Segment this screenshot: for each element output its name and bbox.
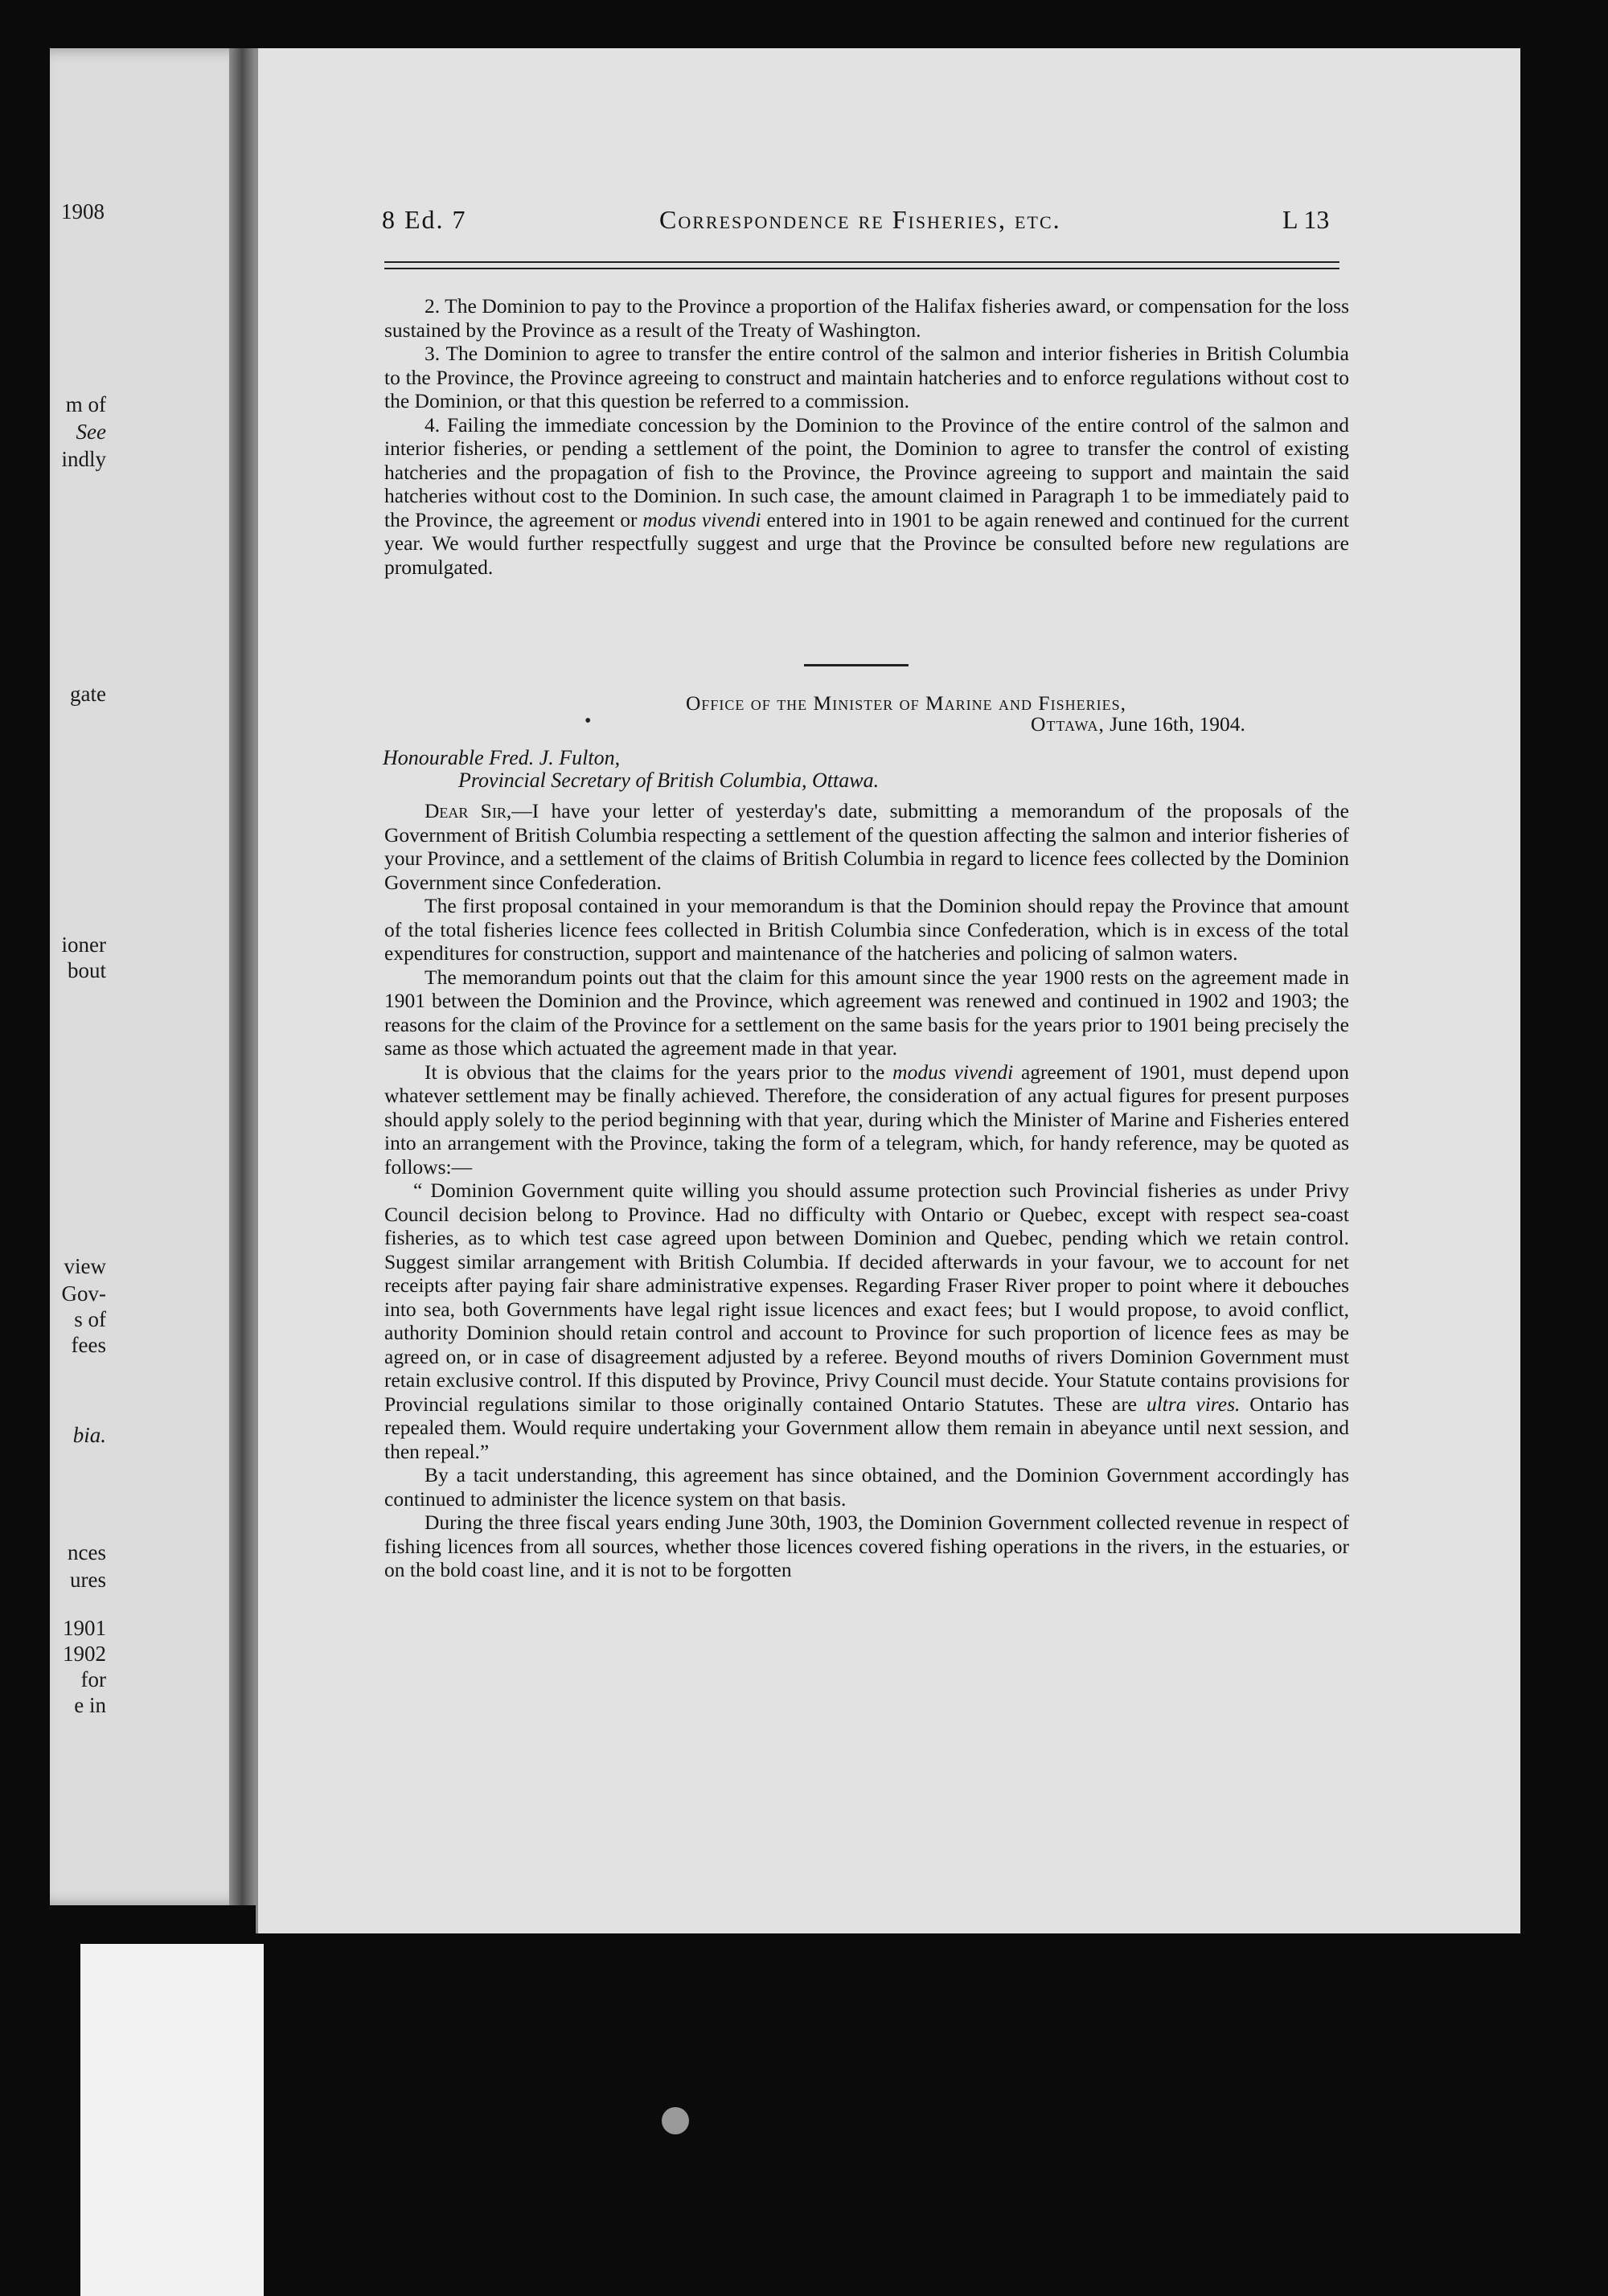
section-separator <box>804 664 909 666</box>
margin-fragment: ures <box>70 1568 106 1592</box>
margin-fragment: fees <box>71 1333 106 1357</box>
memo-paragraph-2: 2. The Dominion to pay to the Province a proportion of the Halifax fisheries award, or compensation for the loss sustained by the Province as a result of the Treaty of Washington. <box>384 294 1349 342</box>
header-session: 8 Ed. 7 <box>382 205 467 234</box>
margin-fragment: m of <box>65 392 106 416</box>
margin-fragment: 1908 <box>61 199 105 223</box>
letter-paragraph-6: During the three fiscal years ending June 30th, 1903, the Dominion Government collected revenue in respect of fishing licences from all sources, whether those licences covered fishing operations in the rivers, in the estuaries, or on the bold coast line, and it is not to be forgotten <box>384 1511 1349 1581</box>
header-page-number: L 13 <box>1282 205 1330 234</box>
letter-body <box>384 799 1349 1582</box>
telegram-quote: “ Dominion Government quite willing you should assume protection such Provincial fisheries as under Privy Council decision belong to Province. Had no difficulty with Ontario or Quebec, except with respect sea-coast fisheries, as to which test case agreed upon between Dominion and Quebec, pending which we retain control. Suggest similar arrangement with British Columbia. If decided afterwards in your favour, we to account for net receipts after paying fair share administrative expenses. Regarding Fraser River proper to point where it debouches into sea, both Governments have legal right issue licences and exact fees; but I would propose, to avoid conflict, authority Dominion should retain control and account to Province for such proportion of licence fees as may be agreed on, or in case of disagreement adjusted by a referee. Beyond mouths of rivers Dominion Government must retain exclusive control. If this disputed by Province, Privy Council must decide. Your Statute contains provisions for Provincial regulations similar to those originally contained Ontario Statutes. These are ultra vires. Ontario has repealed them. Would require undertaking your Government allow them remain in abeyance until next session, and then repeal.” <box>384 1179 1350 1463</box>
margin-fragment: nces <box>68 1540 106 1564</box>
header-rule-top <box>384 261 1339 263</box>
addressee-name: Honourable Fred. J. Fulton, <box>383 746 621 769</box>
margin-fragment: for <box>80 1667 106 1691</box>
margin-fragment: gate <box>70 682 106 706</box>
stray-mark: • <box>585 711 592 732</box>
margin-fragment: bia. <box>72 1423 106 1447</box>
margin-fragment: indly <box>61 447 106 471</box>
header-title: Correspondence re Fisheries, etc. <box>659 205 1061 234</box>
letter-place-date: Ottawa, June 16th, 1904. <box>1031 712 1245 736</box>
page-gutter <box>229 48 258 1905</box>
paper-slip <box>80 1944 264 2296</box>
margin-fragment: s of <box>74 1307 106 1331</box>
margin-fragment: bout <box>67 958 106 982</box>
memo-paragraph-3: 3. The Dominion to agree to transfer the entire control of the salmon and interior fisheries in British Columbia to the Province, the Province agreeing to construct and maintain hatcheries and to enforce regulations without cost to the Dominion, or that this question be referred to a commission. <box>384 342 1349 412</box>
memorandum-continuation <box>384 294 1349 579</box>
letter-paragraph-1: Dear Sir,—I have your letter of yesterday's date, submitting a memorandum of the proposals of the Government of British Columbia respecting a settlement of the question affecting the salmon and interior fisheries of your Province, and a settlement of the claims of British Columbia in regard to licence fees collected by the Dominion Government since Confederation. <box>384 799 1349 894</box>
letter-paragraph-4: It is obvious that the claims for the years prior to the modus vivendi agreement of 1901, must depend upon whatever settlement may be finally achieved. Therefore, the consideration of any actual figures for present purposes should apply solely to the period beginning with that year, during which the Minister of Marine and Fisheries entered into an arrangement with the Province, taking the form of a telegram, which, for handy reference, may be quoted as follows:— <box>384 1060 1350 1179</box>
margin-fragment: e in <box>74 1693 106 1717</box>
margin-fragment: 1902 <box>63 1642 106 1666</box>
addressee-title: Provincial Secretary of British Columbia, Ottawa. <box>458 769 880 792</box>
margin-fragment: Gov- <box>61 1281 106 1306</box>
header-rule-bottom <box>384 268 1339 269</box>
margin-fragment: See <box>76 420 106 444</box>
letter-paragraph-2: The first proposal contained in your memorandum is that the Dominion should repay the Province that amount of the total fisheries licence fees collected in British Columbia since Confederation, which is in excess of the total expenditures for construction, support and maintenance of the hatcheries and policing of salmon waters. <box>384 894 1349 965</box>
ink-spot <box>662 2107 689 2134</box>
salutation: Dear Sir, <box>425 799 512 822</box>
margin-fragment: 1901 <box>63 1616 106 1640</box>
letter-paragraph-3: The memorandum points out that the claim for this amount since the year 1900 rests on the agreement made in 1901 between the Dominion and the Province, which agreement was renewed and continued in 1902 and 1903; the reasons for the claim of the Province for a settlement on the same basis for the years prior to 1901 being precisely the same as those which actuated the agreement made in that year. <box>384 965 1349 1060</box>
letter-office: Office of the Minister of Marine and Fisheries, <box>686 691 1126 715</box>
letter-paragraph-5: By a tacit understanding, this agreement has since obtained, and the Dominion Government accordingly has continued to administer the licence system on that basis. <box>384 1463 1349 1511</box>
memo-paragraph-4: 4. Failing the immediate concession by the Dominion to the Province of the entire control of the salmon and interior fisheries, or pending a settlement of the point, the Dominion to agree to transfer the control of existing hatcheries and the propagation of fish to the Province, the Province agreeing to support and maintain the said hatcheries without cost to the Dominion. In such case, the amount claimed in Paragraph 1 to be immediately paid to the Province, the agreement or modus vivendi entered into in 1901 to be again renewed and continued for the current year. We would further respectfully suggest and urge that the Province be consulted before new regulations are promulgated. <box>384 412 1349 579</box>
margin-fragment: ioner <box>61 933 106 957</box>
margin-fragment: view <box>64 1254 106 1278</box>
